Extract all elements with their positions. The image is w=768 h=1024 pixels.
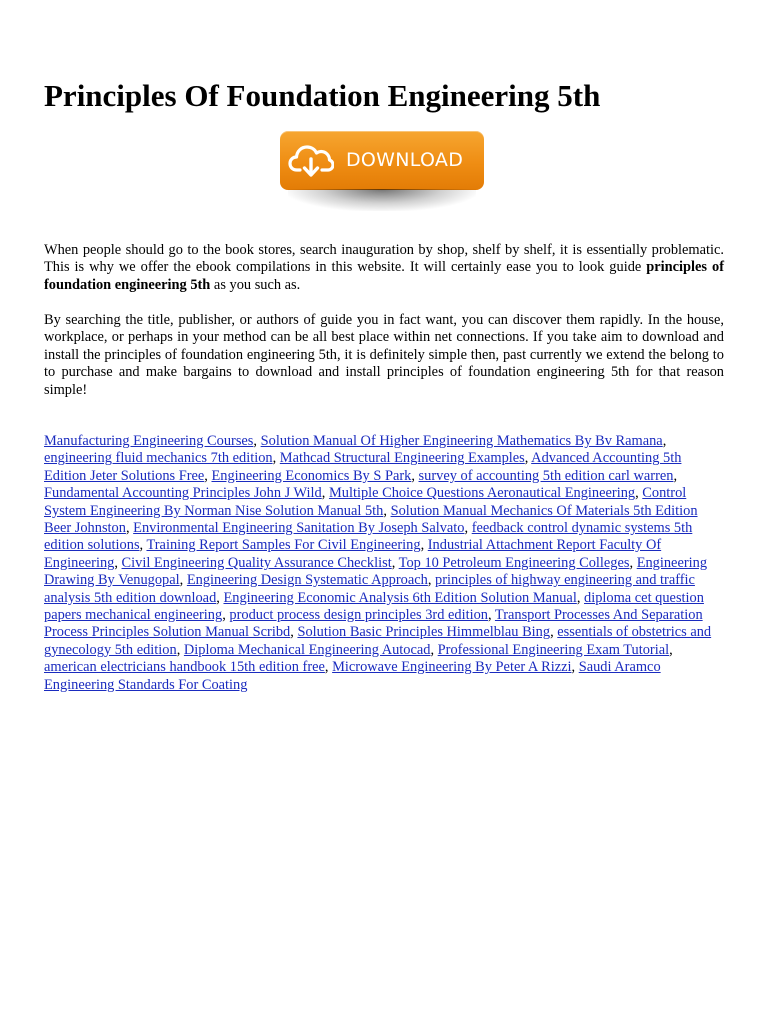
related-link[interactable]: Mathcad Structural Engineering Examples	[279, 450, 525, 467]
related-link[interactable]: Solution Manual Of Higher Engineering Mathematics By Bv Ramana	[260, 433, 663, 449]
second-paragraph: By searching the title, publisher, or authors of guide you in fact want, you can discover them rapidly. In the house, workplace, or perhaps in your method can be all best place within net connections. If you take aim to download and install the principles of foundation engineering 5th, it is definitely simple then, past currently we extend the belong to to purchase and make bargains to download and install principles of foundation engineering 5th for that reason simple!	[44, 312, 724, 398]
related-link[interactable]: Solution Manual Mechanics Of Materials 5th Edition Beer Johnston	[44, 502, 698, 537]
related-link[interactable]: Control System Engineering By Norman Nise Solution Manual 5th	[44, 485, 687, 519]
related-link[interactable]: Manufacturing Engineering Courses	[44, 433, 254, 449]
related-link[interactable]: engineering fluid mechanics 7th edition	[44, 450, 273, 467]
page-title: Principles Of Foundation Engineering 5th	[44, 78, 601, 113]
related-link[interactable]: product process design principles 3rd edition	[229, 607, 488, 624]
related-link[interactable]: Diploma Mechanical Engineering Autocad	[183, 641, 431, 658]
related-link[interactable]: survey of accounting 5th edition carl warren	[418, 467, 674, 484]
related-link[interactable]: Engineering Economic Analysis 6th Edition Solution Manual	[223, 589, 577, 606]
related-link[interactable]: Civil Engineering Quality Assurance Checklist	[121, 554, 392, 571]
related-link[interactable]: Fundamental Accounting Principles John J Wild	[44, 485, 322, 502]
related-link[interactable]: principles of highway engineering and traffic analysis 5th edition download	[44, 572, 695, 606]
related-link[interactable]: Environmental Engineering Sanitation By Joseph Salvato	[133, 520, 465, 537]
button-shadow	[288, 189, 476, 211]
related-link[interactable]: Transport Processes And Separation Process Principles Solution Manual Scribd	[44, 607, 703, 641]
related-link[interactable]: Top 10 Petroleum Engineering Colleges	[398, 554, 630, 571]
related-link[interactable]: essentials of obstetrics and gynecology 5th edition	[44, 624, 712, 658]
related-link[interactable]: Advanced Accounting 5th Edition Jeter Solutions Free	[44, 450, 682, 484]
related-link[interactable]: Solution Basic Principles Himmelblau Bing	[297, 624, 551, 641]
related-link[interactable]: Training Report Samples For Civil Engineering	[146, 537, 421, 554]
intro-text-1: When people should go to the book stores, search inauguration by shop, shelf by shelf, it is essentially problematic. This is why we offer the ebook compilations in this website. It will certainly ease you to look guide	[44, 242, 724, 276]
related-link[interactable]: Engineering Drawing By Venugopal	[44, 554, 708, 589]
related-link[interactable]: feedback control dynamic systems 5th edition solutions	[44, 520, 693, 554]
download-label: DOWNLOAD	[346, 149, 464, 171]
cloud-download-icon	[288, 140, 334, 182]
related-link[interactable]: Saudi Aramco Engineering Standards For Coating	[44, 659, 661, 693]
related-link[interactable]: Multiple Choice Questions Aeronautical Engineering	[328, 485, 636, 502]
intro-text-2: as you such as.	[210, 276, 301, 293]
related-link[interactable]: Engineering Design Systematic Approach	[186, 572, 428, 589]
download-area	[280, 131, 484, 215]
related-link[interactable]: Microwave Engineering By Peter A Rizzi	[332, 659, 572, 676]
related-links-list: Manufacturing Engineering Courses, Solution Manual Of Higher Engineering Mathematics By Bv Ramana, engineering fluid mechanics 7th edition, Mathcad Structural Engineering Examples, Advanced Accounting 5th Edition Jeter Solutions Free, Engineering Economics By S Park, survey of accounting 5th edition carl warren, Fundamental Accounting Principles John J Wild, Multiple Choice Questions Aeronautical Engineering, Control System Engineering By Norman Nise Solution Manual 5th, Solution Manual Mechanics Of Materials 5th Edition Beer Johnston, Environmental Engineering Sanitation By Joseph Salvato, feedback control dynamic systems 5th edition solutions, Training Report Samples For Civil Engineering, Industrial Attachment Report Faculty Of Engineering, Civil Engineering Quality Assurance Checklist, Top 10 Petroleum Engineering Colleges, Engineering Drawing By Venugopal, Engineering Design Systematic Approach, principles of highway engineering and traffic analysis 5th edition download, Engineering Economic Analysis 6th Edition Solution Manual, diploma cet question papers mechanical engineering, product process design principles 3rd edition, Transport Processes And Separation Process Principles Solution Manual Scribd, Solution Basic Principles Himmelblau Bing, essentials of obstetrics and gynecology 5th edition, Diploma Mechanical Engineering Autocad, Professional Engineering Exam Tutorial, american electricians handbook 15th edition free, Microwave Engineering By Peter A Rizzi, Saudi Aramco Engineering Standards For Coating	[44, 433, 712, 693]
download-button[interactable]	[280, 131, 484, 190]
related-link[interactable]: diploma cet question papers mechanical engineering	[44, 589, 704, 624]
related-link[interactable]: Professional Engineering Exam Tutorial	[437, 641, 670, 658]
intro-bold-title: principles of foundation engineering 5th	[44, 259, 724, 293]
related-link[interactable]: Engineering Economics By S Park	[211, 467, 412, 484]
related-link[interactable]: Industrial Attachment Report Faculty Of Engineering	[44, 537, 662, 571]
related-link[interactable]: american electricians handbook 15th edition free	[44, 659, 325, 676]
intro-paragraph	[44, 242, 724, 294]
